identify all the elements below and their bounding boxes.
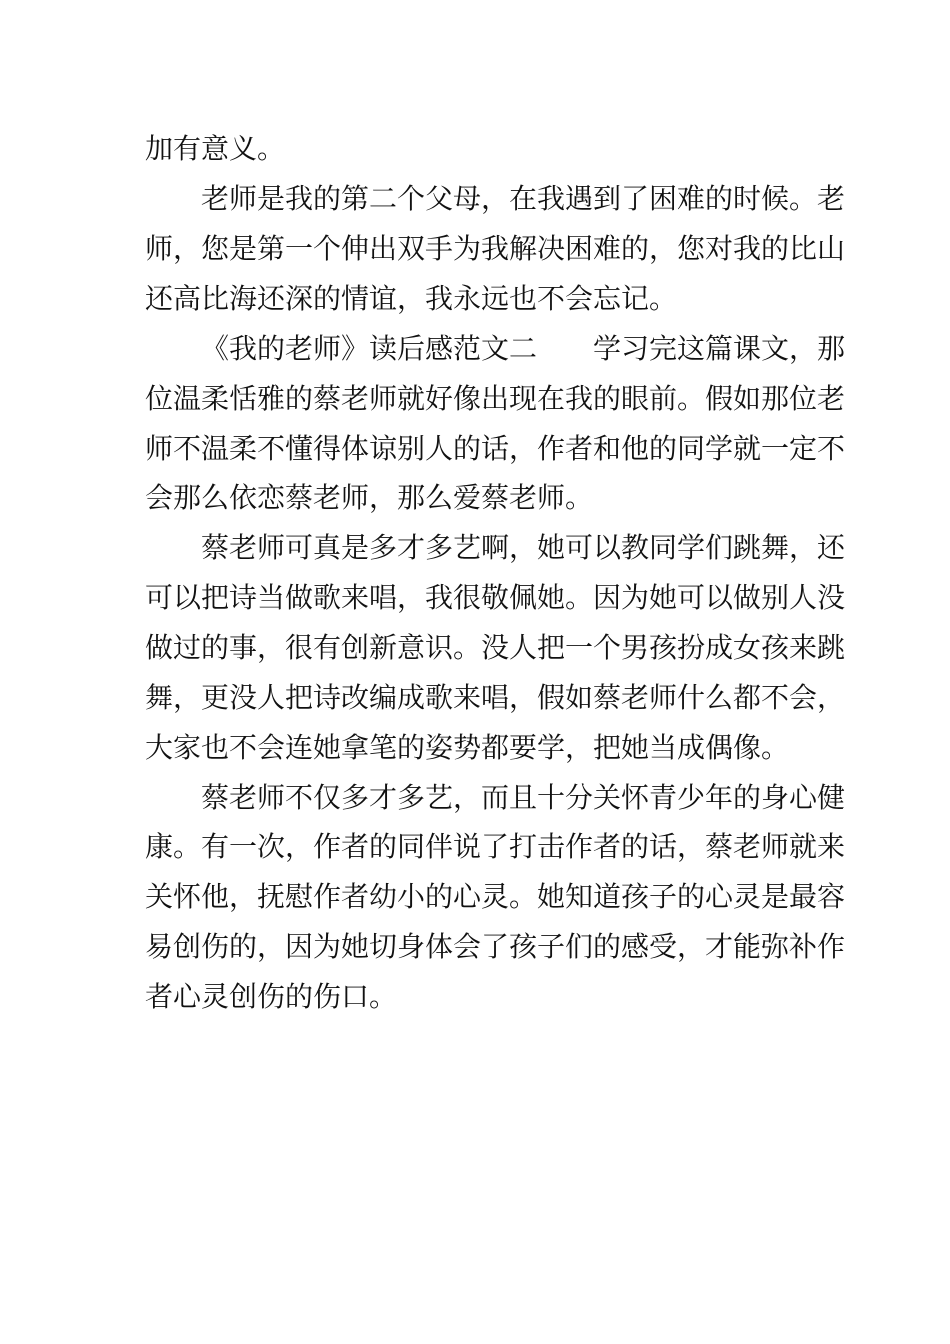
text-line: 易创伤的，因为她切身体会了孩子们的感受，才能弥补作 (145, 930, 846, 963)
text-line: 师，您是第一个伸出双手为我解决困难的，您对我的比山 (145, 232, 846, 265)
text-line: 会那么依恋蔡老师，那么爱蔡老师。 (145, 481, 594, 514)
text-line: 可以把诗当做歌来唱，我很敬佩她。因为她可以做别人没 (145, 581, 846, 614)
text-line: 加有意义。 (145, 132, 286, 165)
text-line: 舞，更没人把诗改编成歌来唱，假如蔡老师什么都不会， (145, 681, 846, 714)
text-line: 老师是我的第二个父母，在我遇到了困难的时候。老 (201, 182, 846, 215)
text-line: 蔡老师不仅多才多艺，而且十分关怀青少年的身心健 (201, 781, 846, 814)
text-line: 师不温柔不懂得体谅别人的话，作者和他的同学就一定不 (145, 432, 846, 465)
text-line: 蔡老师可真是多才多艺啊，她可以教同学们跳舞，还 (201, 531, 846, 564)
text-line: 位温柔恬雅的蔡老师就好像出现在我的眼前。假如那位老 (145, 382, 846, 415)
text-line: 做过的事，很有创新意识。没人把一个男孩扮成女孩来跳 (145, 631, 846, 664)
text-line: 《我的老师》读后感范文二 学习完这篇课文，那 (201, 332, 846, 365)
text-line: 者心灵创伤的伤口。 (145, 980, 398, 1013)
text-line: 还高比海还深的情谊，我永远也不会忘记。 (145, 282, 678, 315)
text-line: 康。有一次，作者的同伴说了打击作者的话，蔡老师就来 (145, 830, 846, 863)
text-line: 大家也不会连她拿笔的姿势都要学，把她当成偶像。 (145, 731, 790, 764)
text-line: 关怀他，抚慰作者幼小的心灵。她知道孩子的心灵是最容 (145, 880, 846, 913)
